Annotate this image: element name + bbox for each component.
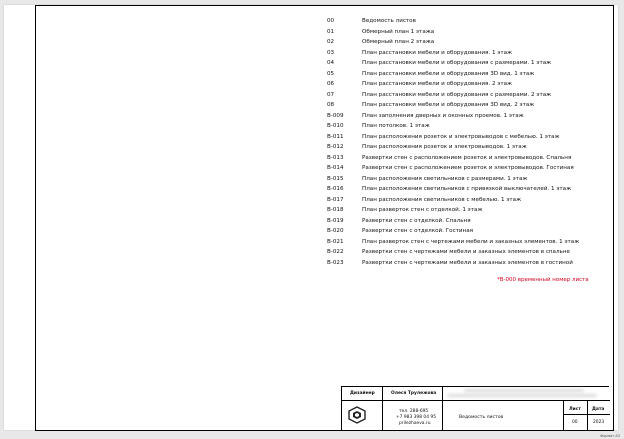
sheet-title-entry: План расстановки мебели и оборудования. 1 этаж bbox=[362, 49, 513, 56]
sheet-title-entry: Развертки стен с расположением розеток и электровыводов. Спальня bbox=[362, 154, 572, 161]
title-block-divider bbox=[587, 400, 588, 431]
title-block-divider bbox=[563, 400, 564, 431]
sheet-code: 05 bbox=[327, 70, 335, 77]
sheet-row bbox=[327, 111, 612, 122]
sheet-row bbox=[327, 90, 612, 101]
sheet-code: В-015 bbox=[327, 175, 344, 182]
sheet-code: В-012 bbox=[327, 144, 344, 150]
sheet-code: В-009 bbox=[327, 112, 344, 119]
sheet-code: 07 bbox=[327, 91, 335, 98]
sheet-title-entry: Развертки стен с расположением розеток и электровыводов. Гостиная bbox=[362, 165, 574, 171]
sheet-row bbox=[327, 258, 612, 269]
sheet-column-label: Лист bbox=[569, 407, 581, 412]
sheet-code: В-023 bbox=[327, 259, 344, 266]
phone-2: +7 983 398 04 95 bbox=[396, 415, 436, 420]
sheet-title-entry: План расстановки мебели и оборудования 3D вид. 1 этаж bbox=[362, 70, 535, 77]
title-block bbox=[341, 386, 609, 431]
sheet-code: 01 bbox=[327, 28, 335, 35]
sheet-title-entry: Развертки стен с отделкой. Гостиная bbox=[362, 228, 473, 234]
sheet-title-entry: План расстановки мебели и оборудования с размерами. 1 этаж bbox=[362, 60, 552, 66]
sheet-row bbox=[327, 226, 612, 237]
sheet-row bbox=[327, 237, 612, 248]
sheet-code: 03 bbox=[327, 49, 335, 56]
sheet-row bbox=[327, 174, 612, 185]
designer-name: Олеся Трулежова bbox=[391, 391, 437, 396]
title-block-rule bbox=[563, 414, 610, 415]
format-label: Формат А3 bbox=[600, 434, 620, 438]
sheet-code: В-010 bbox=[327, 123, 344, 129]
sheet-row bbox=[327, 79, 612, 90]
sheet-row bbox=[327, 48, 612, 59]
sheet-code: В-018 bbox=[327, 207, 344, 213]
sheet-title-entry: Развертки стен с отделкой. Спальня bbox=[362, 217, 471, 224]
sheet-row bbox=[327, 100, 612, 111]
sheet-title-entry: План расположения светильников с привязкой выключателей. 1 этаж bbox=[362, 186, 572, 192]
sheet-row bbox=[327, 69, 612, 80]
sheet-title-entry: План разверток стен с отделкой. 1 этаж bbox=[362, 207, 483, 213]
blurred-text bbox=[447, 394, 597, 397]
sheet-row bbox=[327, 142, 612, 153]
sheet-code: 04 bbox=[327, 60, 335, 66]
sheet-number: 00 bbox=[572, 420, 578, 425]
sheet-row bbox=[327, 37, 612, 48]
sheet-code: В-020 bbox=[327, 228, 344, 234]
sheet-row bbox=[327, 195, 612, 206]
title-block-divider bbox=[382, 387, 383, 431]
sheet-title-entry: Развертки стен с чертежами мебели и заказных элементов в гостиной bbox=[362, 259, 573, 266]
sheet-code: В-014 bbox=[327, 165, 344, 171]
sheet-year: 2023 bbox=[593, 420, 605, 425]
company-logo bbox=[347, 406, 367, 424]
sheet-title-entry: Ведомость листов bbox=[362, 18, 416, 24]
sheet-code: 06 bbox=[327, 81, 335, 87]
sheet-title: Ведомость листов bbox=[459, 415, 504, 420]
sheet-code: В-021 bbox=[327, 238, 344, 245]
website: prilezhaeva.ru bbox=[399, 421, 431, 426]
sheet-code: В-013 bbox=[327, 154, 344, 161]
sheet-title-entry: План заполнения дверных и оконных проемов. 1 этаж bbox=[362, 112, 524, 119]
sheet-title-entry: Обмерный план 2 этажа bbox=[362, 39, 435, 45]
sheet-title-entry: Обмерный план 1 этажа bbox=[362, 28, 435, 35]
sheet-row bbox=[327, 247, 612, 258]
sheet-row bbox=[327, 205, 612, 216]
sheet-code: 00 bbox=[327, 18, 335, 24]
sheet-row bbox=[327, 58, 612, 69]
sheet-row bbox=[327, 132, 612, 143]
temporary-number-note: *В-000 временный номер листа bbox=[497, 277, 589, 283]
sheet-title-entry: План расположения розеток и электровыводов. 1 этаж bbox=[362, 144, 527, 150]
sheet-list bbox=[327, 16, 612, 268]
sheet-title-entry: План потолков. 1 этаж bbox=[362, 123, 430, 129]
role-label: Дизайнер bbox=[350, 391, 375, 396]
sheet-title-entry: План расстановки мебели и оборудования. 2 этаж bbox=[362, 81, 513, 87]
sheet-code: В-011 bbox=[327, 133, 344, 140]
phone-1: тел. 288-695 bbox=[399, 409, 429, 414]
sheet-row bbox=[327, 121, 612, 132]
sheet-code: В-016 bbox=[327, 186, 344, 192]
sheet-code: В-022 bbox=[327, 249, 344, 255]
sheet-code: В-017 bbox=[327, 196, 344, 203]
title-block-divider bbox=[442, 387, 443, 431]
sheet-code: 08 bbox=[327, 102, 335, 108]
sheet-code: 02 bbox=[327, 39, 335, 45]
sheet-code: В-019 bbox=[327, 217, 344, 224]
sheet-row bbox=[327, 163, 612, 174]
sheet-row bbox=[327, 16, 612, 27]
sheet-row bbox=[327, 184, 612, 195]
sheet-title-entry: План расположения светильников с размерами. 1 этаж bbox=[362, 175, 528, 182]
sheet-row bbox=[327, 153, 612, 164]
date-column-label: Дата bbox=[592, 407, 605, 412]
sheet-title-entry: Развертки стен с чертежами мебели и заказных элементов в спальне bbox=[362, 249, 570, 255]
sheet-row bbox=[327, 27, 612, 38]
sheet-title-entry: План расположения розеток и электровыводов с мебелью. 1 этаж bbox=[362, 133, 560, 140]
sheet-title-entry: План расположения светильников с мебелью. 1 этаж bbox=[362, 196, 522, 203]
sheet-row bbox=[327, 216, 612, 227]
sheet-title-entry: План расстановки мебели и оборудования 3D вид. 2 этаж bbox=[362, 102, 535, 108]
sheet-title-entry: План расстановки мебели и оборудования с размерами. 2 этаж bbox=[362, 91, 552, 98]
sheet-title-entry: План разверток стен с чертежами мебели и заказных элементов. 1 этаж bbox=[362, 238, 580, 245]
blurred-text bbox=[464, 389, 584, 392]
